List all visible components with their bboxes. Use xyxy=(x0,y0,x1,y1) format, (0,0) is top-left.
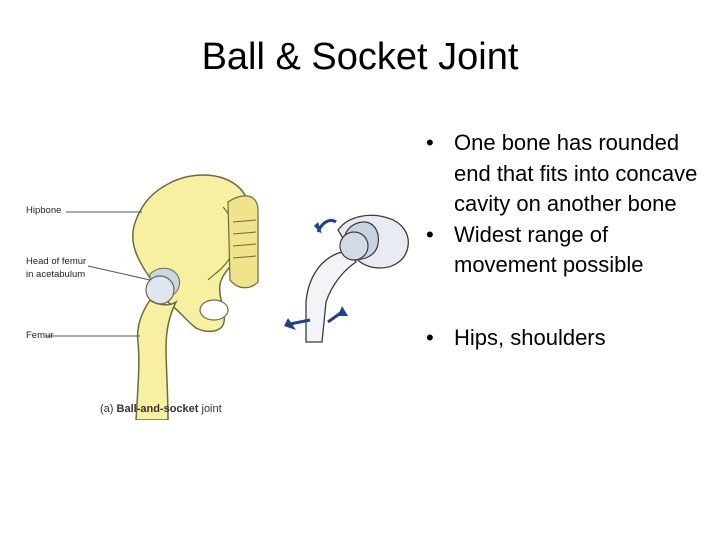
ball-arm xyxy=(306,252,356,342)
bullet-item xyxy=(424,128,704,220)
label-head-of-femur: Head of femur xyxy=(26,256,87,267)
label-in-acetabulum: in acetabulum xyxy=(26,269,86,280)
caption-prefix: (a) xyxy=(100,403,114,415)
bullet-list xyxy=(424,128,704,353)
slide-title: Ball & Socket Joint xyxy=(201,36,519,78)
bullet-dot: • xyxy=(426,324,434,350)
caption-bold: Ball-and-socket xyxy=(116,403,199,415)
bullet-text: One bone has rounded end that fits into concave cavity on another bone xyxy=(454,130,698,216)
bullet-item xyxy=(424,220,704,281)
ball-model xyxy=(340,232,368,260)
joint-illustration xyxy=(18,162,416,420)
figure-caption xyxy=(100,403,222,415)
femur-head-leader xyxy=(88,266,150,280)
caption-rest: joint xyxy=(201,403,222,415)
label-hipbone: Hipbone xyxy=(26,205,62,216)
arrow-head-right xyxy=(338,306,348,316)
bullet-dot: • xyxy=(426,130,434,155)
sacrum-shape xyxy=(228,196,258,288)
bullet-text: Hips, shoulders xyxy=(454,324,606,350)
obturator-foramen xyxy=(200,300,228,320)
bullet-text: Widest range of movement possible xyxy=(454,221,644,277)
femur-shape xyxy=(136,300,176,420)
hip-joint-drawing xyxy=(18,162,416,420)
bullet-item xyxy=(424,323,704,354)
bullet-dot: • xyxy=(426,221,434,247)
label-femur: Femur xyxy=(26,330,54,341)
